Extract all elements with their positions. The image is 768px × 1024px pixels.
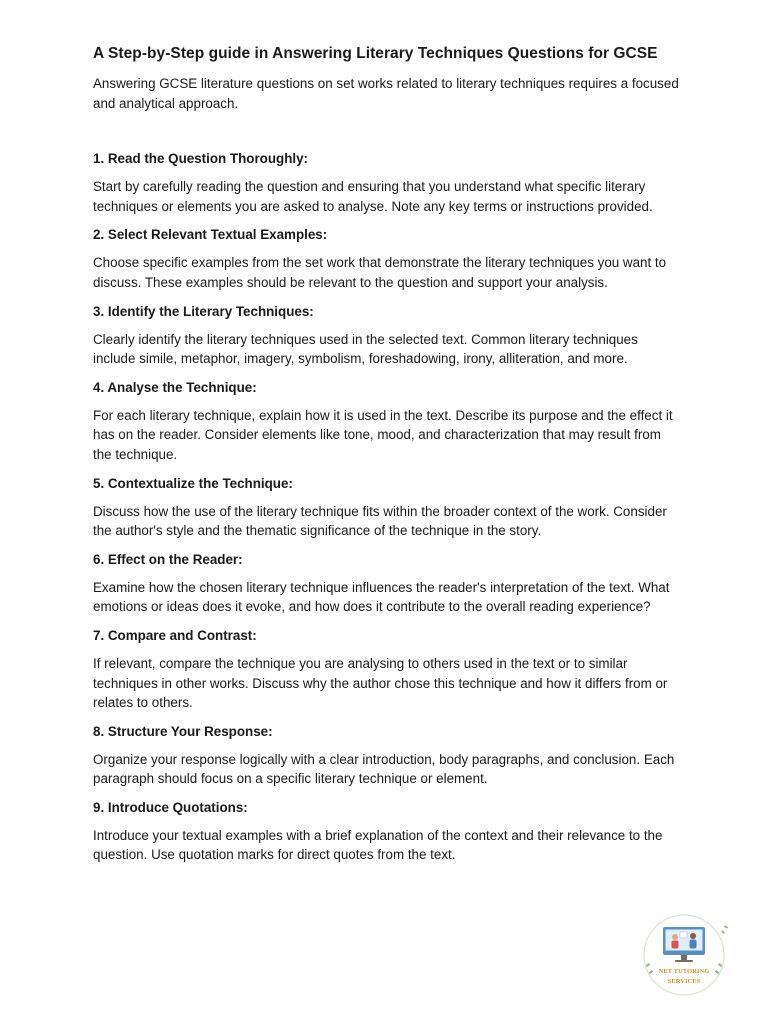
section-4 <box>93 378 683 465</box>
section-body: Clearly identify the literary techniques used in the selected text. Common literary techniques include simile, metaphor, imagery, symbolism, foreshadowing, irony, alliteration, and more. <box>93 331 638 367</box>
section-heading: 4. Analyse the Technique: <box>93 379 257 395</box>
section-heading: 6. Effect on the Reader: <box>93 551 243 567</box>
section-7 <box>93 626 683 713</box>
section-body: Organize your response logically with a clear introduction, body paragraphs, and conclusion. Each paragraph should focus on a specific literary technique or element. <box>93 751 675 787</box>
section-body: Introduce your textual examples with a brief explanation of the context and their relevance to the question. Use quotation marks for direct quotes from the text. <box>93 827 663 863</box>
section-body: Start by carefully reading the question and ensuring that you understand what specific literary techniques or elements you are asked to analyse. Note any key terms or instructions provided. <box>93 179 653 214</box>
document-intro: Answering GCSE literature questions on set works related to literary techniques requires a focused and analytical approach. <box>93 76 679 111</box>
section-heading: 8. Structure Your Response: <box>93 723 273 739</box>
section-body: For each literary technique, explain how it is used in the text. Describe its purpose and the effect it has on the reader. Consider elements like tone, mood, and characterization that may result from the technique. <box>93 407 673 462</box>
section-1 <box>93 149 683 216</box>
section-9 <box>93 798 683 865</box>
section-body: Discuss how the use of the literary technique fits within the broader context of the work. Consider the author's style and the thematic significance of the technique in the story. <box>93 503 667 539</box>
section-3 <box>93 302 683 369</box>
section-body: Examine how the chosen literary technique influences the reader's interpretation of the text. What emotions or ideas does it evoke, and how does it contribute to the overall reading experience? <box>93 579 670 615</box>
section-heading: 5. Contextualize the Technique: <box>93 475 293 491</box>
section-heading: 7. Compare and Contrast: <box>93 627 257 643</box>
section-heading: 3. Identify the Literary Techniques: <box>93 303 314 319</box>
section-8 <box>93 722 683 789</box>
section-heading: 9. Introduce Quotations: <box>93 799 248 815</box>
logo-text-line1: NET TUTORING <box>658 968 710 975</box>
section-body: If relevant, compare the technique you are analysing to others used in the text or to similar techniques in other works. Discuss why the author chose this technique and how it differs from or relates to others. <box>93 655 668 711</box>
section-2 <box>93 225 683 292</box>
document-page <box>93 44 683 874</box>
logo-text-line2: SERVICES <box>667 978 701 985</box>
section-6 <box>93 550 683 617</box>
section-body: Choose specific examples from the set work that demonstrate the literary techniques you want to discuss. These examples should be relevant to the question and support your analysis. <box>93 255 667 290</box>
section-heading: 1. Read the Question Thoroughly: <box>93 151 309 167</box>
monitor-icon <box>663 927 705 962</box>
net-tutoring-logo <box>636 913 732 997</box>
section-5 <box>93 474 683 541</box>
document-title: A Step-by-Step guide in Answering Literary Techniques Questions for GCSE <box>93 45 658 62</box>
section-heading: 2. Select Relevant Textual Examples: <box>93 227 328 243</box>
